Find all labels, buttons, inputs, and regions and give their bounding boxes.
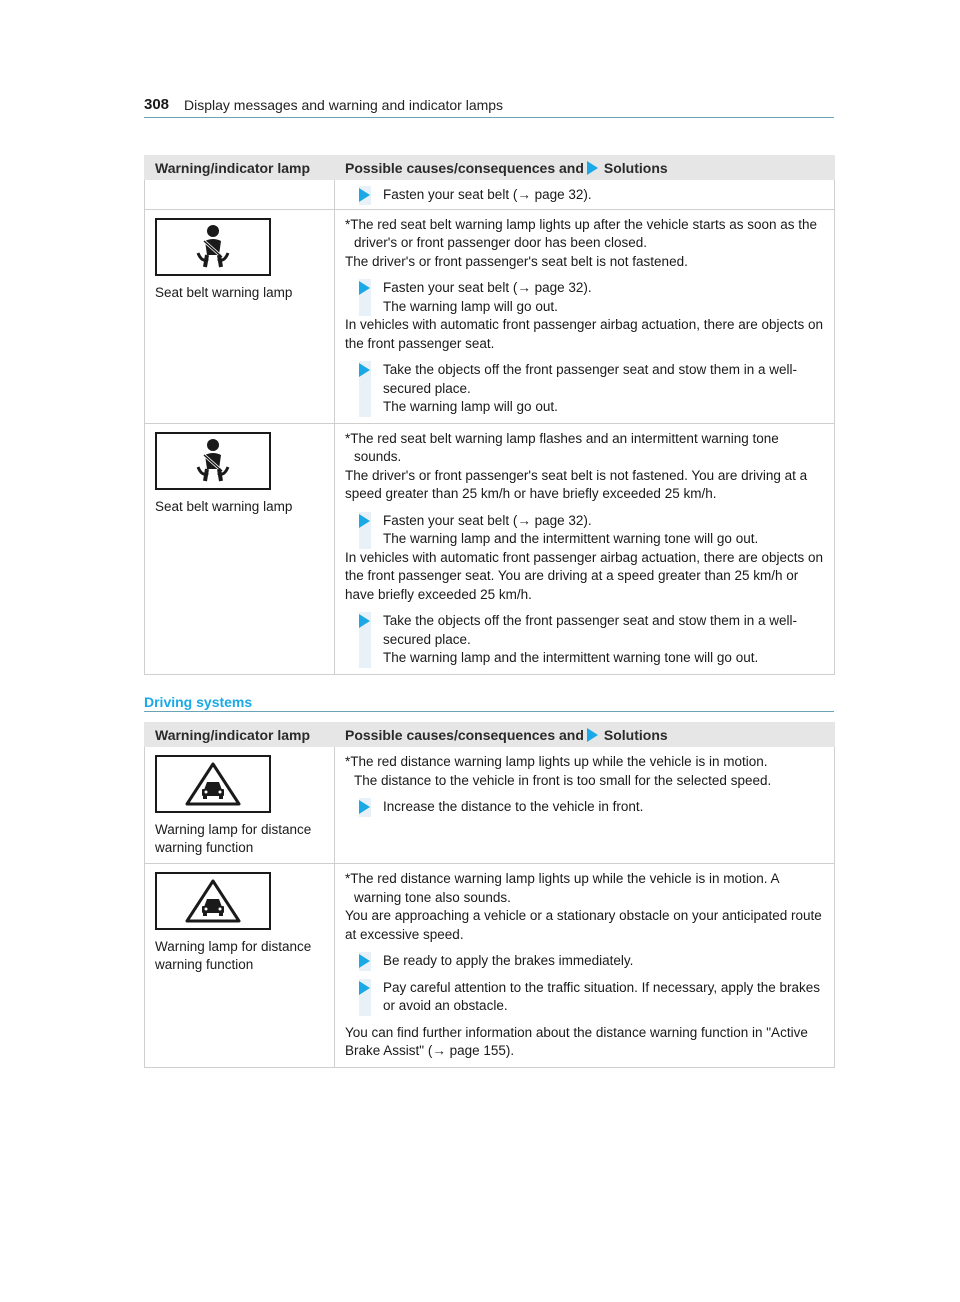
solution-step: Fasten your seat belt (→ page 32). The warning lamp and the intermittent warning tone will go out.	[345, 512, 824, 549]
seatbelt-warning-icon	[155, 432, 271, 490]
step-arrow-icon	[359, 363, 370, 377]
solution-step: Fasten your seat belt (→ page 32). The warning lamp will go out.	[345, 279, 824, 316]
solution-step: Be ready to apply the brakes immediately.	[345, 952, 824, 971]
solution-arrow-icon	[587, 728, 598, 742]
step-arrow-icon	[359, 800, 370, 814]
step-arrow-icon	[359, 281, 370, 295]
step-arrow-icon	[359, 188, 370, 202]
col-header-lamp: Warning/indicator lamp	[145, 156, 335, 180]
solution-step: Fasten your seat belt (→ page 32).	[345, 186, 824, 205]
step-arrow-icon	[359, 514, 370, 528]
table-row: Seat belt warning lamp *The red seat belt warning lamp flashes and an intermittent warning tone sounds. The driver's or front passenger's seat belt is not fastened. You are driving at a speed greater than 25 km/h or have briefly exceeded 25 km/h. Fasten your seat belt (→ page 32). The warning lamp and the intermittent warning tone will go out. In vehicles with automatic front passenger airbag actuation, there are objects on the front passenger seat. You are driving at a speed greater than 25 km/h or have briefly exceeded 25 km/h. Take the objects off the front passenger seat and stow them in a well-secured place. The warning lamp and the intermittent warning tone will go out.	[145, 423, 835, 674]
driving-systems-table	[144, 722, 835, 1068]
distance-warning-icon	[155, 755, 271, 813]
seatbelt-warning-icon	[155, 218, 271, 276]
table-row: Seat belt warning lamp *The red seat belt warning lamp lights up after the vehicle starts as soon as the driver's or front passenger door has been closed. The driver's or front passenger's seat belt is not fastened. Fasten your seat belt (→ page 32). The warning lamp will go out. In vehicles with automatic front passenger airbag actuation, there are objects on the front passenger seat. Take the objects off the front passenger seat and stow them in a well-secured place. The warning lamp will go out.	[145, 209, 835, 423]
solution-step: Pay careful attention to the traffic situation. If necessary, apply the brakes or avoid an obstacle.	[345, 979, 824, 1016]
table-row: Warning lamp for distance warning function *The red distance warning lamp lights up while the vehicle is in motion. A warning tone also sounds. You are approaching a vehicle or a stationary obstacle on your anticipated route at excessive speed. Be ready to apply the brakes immediately. Pay careful attention to the traffic situation. If necessary, apply the brakes or avoid an obstacle. You can find further information about the distance warning function in "Active Brake Assist" (→ page 155).	[145, 864, 835, 1068]
step-arrow-icon	[359, 981, 370, 995]
solution-arrow-icon	[587, 161, 598, 175]
lamp-name: Seat belt warning lamp	[155, 498, 293, 514]
solution-step: Increase the distance to the vehicle in front.	[345, 798, 824, 817]
distance-warning-icon	[155, 872, 271, 930]
page-number: 308	[144, 96, 170, 113]
solution-step: Take the objects off the front passenger seat and stow them in a well-secured place. The warning lamp and the intermittent warning tone will go out.	[345, 612, 824, 668]
lamp-name: Warning lamp for distance warning function	[155, 822, 312, 855]
section-title: Driving systems	[144, 692, 834, 712]
page-title: Display messages and warning and indicator lamps	[184, 97, 504, 113]
col-header-causes: Possible causes/consequences and Solutions	[335, 723, 835, 747]
page-header	[144, 96, 834, 118]
step-arrow-icon	[359, 954, 370, 968]
seatbelt-lamps-table	[144, 155, 835, 675]
table-header-row	[145, 156, 835, 180]
col-header-lamp: Warning/indicator lamp	[145, 723, 335, 747]
solution-step: Take the objects off the front passenger seat and stow them in a well-secured place. The warning lamp will go out.	[345, 361, 824, 417]
table-row: Warning lamp for distance warning function *The red distance warning lamp lights up while the vehicle is in motion. The distance to the vehicle in front is too small for the selected speed. Increase the distance to the vehicle in front.	[145, 747, 835, 864]
step-arrow-icon	[359, 614, 370, 628]
col-header-causes: Possible causes/consequences and Solutions	[335, 156, 835, 180]
table-header-row	[145, 723, 835, 747]
table-row	[145, 180, 835, 210]
lamp-name: Seat belt warning lamp	[155, 284, 293, 300]
lamp-name: Warning lamp for distance warning function	[155, 939, 312, 972]
